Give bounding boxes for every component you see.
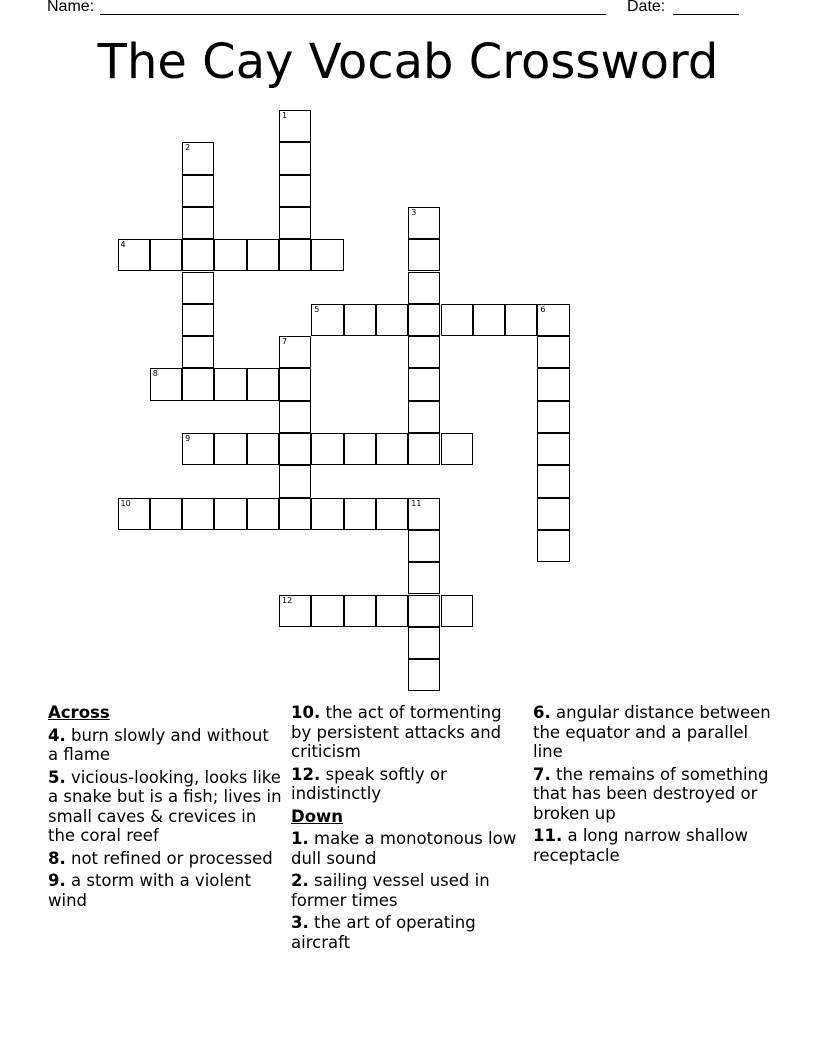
crossword-cell[interactable] (279, 433, 311, 465)
crossword-cell[interactable] (279, 142, 311, 174)
crossword-cell[interactable] (279, 465, 311, 497)
clue-number: 7 (282, 337, 288, 347)
crossword-cell[interactable] (182, 498, 214, 530)
crossword-cell[interactable] (311, 239, 343, 271)
crossword-cell[interactable] (279, 239, 311, 271)
crossword-cell[interactable] (182, 336, 214, 368)
clues-column-3 (533, 703, 773, 868)
crossword-cell[interactable] (408, 401, 440, 433)
crossword-cell[interactable] (376, 304, 408, 336)
crossword-cell[interactable] (182, 142, 214, 174)
crossword-cell[interactable] (182, 368, 214, 400)
crossword-cell[interactable] (408, 659, 440, 691)
crossword-cell[interactable] (311, 304, 343, 336)
crossword-cell[interactable] (408, 498, 440, 530)
clue-down-7: 7. the remains of something that has been destroyed or broken up (533, 764, 769, 823)
crossword-cell[interactable] (150, 498, 182, 530)
crossword-cell[interactable] (408, 304, 440, 336)
crossword-cell[interactable] (150, 239, 182, 271)
clue-number: 3 (411, 207, 417, 217)
crossword-cell[interactable] (311, 498, 343, 530)
clue-number: 6 (540, 304, 546, 314)
crossword-cell[interactable] (247, 368, 279, 400)
clue-number: 4 (120, 240, 126, 250)
crossword-cell[interactable] (118, 239, 150, 271)
clue-down-1: 1. make a monotonous low dull sound (291, 829, 517, 868)
crossword-cell[interactable] (214, 368, 246, 400)
crossword-cell[interactable] (182, 175, 214, 207)
crossword-cell[interactable] (247, 498, 279, 530)
clue-number: 11 (411, 498, 422, 508)
crossword-cell[interactable] (311, 595, 343, 627)
crossword-cell[interactable] (537, 433, 569, 465)
clue-number: 8 (152, 369, 158, 379)
clues-column-2 (291, 703, 526, 955)
clue-down-6: 6. angular distance between the equator and a parallel line (533, 703, 771, 761)
clue-across-5: 5. vicious-looking, looks like a snake but is a fish; lives in small caves & crevices in the coral reef (48, 767, 282, 845)
crossword-cell[interactable] (344, 304, 376, 336)
clue-number: 9 (185, 434, 191, 443)
crossword-cell[interactable] (408, 562, 440, 594)
clue-number: 2 (185, 143, 191, 153)
clue-across-8: 8. not refined or processed (48, 848, 273, 868)
crossword-cell[interactable] (376, 433, 408, 465)
crossword-cell[interactable] (537, 401, 569, 433)
crossword-cell[interactable] (344, 595, 376, 627)
crossword-cell[interactable] (408, 207, 440, 239)
crossword-cell[interactable] (279, 207, 311, 239)
crossword-cell[interactable] (279, 175, 311, 207)
clue-number: 10 (120, 498, 131, 508)
crossword-cell[interactable] (182, 207, 214, 239)
clue-number: 5 (314, 304, 320, 314)
crossword-cell[interactable] (376, 595, 408, 627)
crossword-cell[interactable] (408, 239, 440, 271)
crossword-cell[interactable] (279, 110, 311, 142)
crossword-cell[interactable] (279, 336, 311, 368)
crossword-cell[interactable] (537, 530, 569, 562)
down-heading: Down (291, 806, 344, 826)
across-heading: Across (48, 703, 110, 722)
crossword-cell[interactable] (408, 368, 440, 400)
crossword-cell[interactable] (537, 368, 569, 400)
name-label: Name: (47, 0, 95, 15)
clue-across-9: 9. a storm with a violent wind (48, 871, 252, 910)
crossword-cell[interactable] (279, 368, 311, 400)
crossword-cell[interactable] (441, 433, 473, 465)
crossword-cell[interactable] (537, 304, 569, 336)
clue-number: 12 (282, 595, 293, 605)
crossword-cell[interactable] (537, 336, 569, 368)
crossword-cell[interactable] (182, 272, 214, 304)
crossword-cell[interactable] (118, 498, 150, 530)
crossword-cell[interactable] (408, 595, 440, 627)
crossword-cell[interactable] (408, 272, 440, 304)
crossword-cell[interactable] (214, 239, 246, 271)
crossword-cell[interactable] (344, 433, 376, 465)
crossword-cell[interactable] (408, 530, 440, 562)
clue-number: 1 (282, 111, 288, 120)
clues-column-1 (48, 703, 283, 913)
crossword-cell[interactable] (311, 433, 343, 465)
crossword-cell[interactable] (247, 239, 279, 271)
crossword-cell[interactable] (505, 304, 537, 336)
crossword-cell[interactable] (408, 627, 440, 659)
crossword-cell[interactable] (214, 498, 246, 530)
clue-across-4: 4. burn slowly and without a flame (48, 725, 269, 764)
crossword-cell[interactable] (376, 498, 408, 530)
crossword-cell[interactable] (344, 498, 376, 530)
crossword-cell[interactable] (408, 433, 440, 465)
crossword-cell[interactable] (150, 368, 182, 400)
crossword-cell[interactable] (537, 498, 569, 530)
crossword-cell[interactable] (247, 433, 279, 465)
crossword-cell[interactable] (441, 304, 473, 336)
crossword-cell[interactable] (214, 433, 246, 465)
crossword-cell[interactable] (279, 595, 311, 627)
crossword-cell[interactable] (473, 304, 505, 336)
clue-down-11: 11. a long narrow shallow receptacle (533, 826, 748, 865)
page-title: The Cay Vocab Crossword (97, 34, 719, 90)
clue-across-12: 12. speak softly or indistinctly (291, 764, 447, 803)
crossword-cell[interactable] (182, 433, 214, 465)
crossword-cell[interactable] (182, 239, 214, 271)
crossword-cell[interactable] (279, 401, 311, 433)
crossword-cell[interactable] (279, 498, 311, 530)
crossword-cell[interactable] (408, 336, 440, 368)
clue-down-3: 3. the art of operating aircraft (291, 913, 476, 952)
date-label: Date: (627, 0, 666, 15)
crossword-cell[interactable] (182, 304, 214, 336)
clue-down-2: 2. sailing vessel used in former times (291, 871, 490, 910)
crossword-cell[interactable] (441, 595, 473, 627)
clue-across-10: 10. the act of tormenting by persistent attacks and criticism (291, 703, 502, 761)
crossword-cell[interactable] (537, 465, 569, 497)
